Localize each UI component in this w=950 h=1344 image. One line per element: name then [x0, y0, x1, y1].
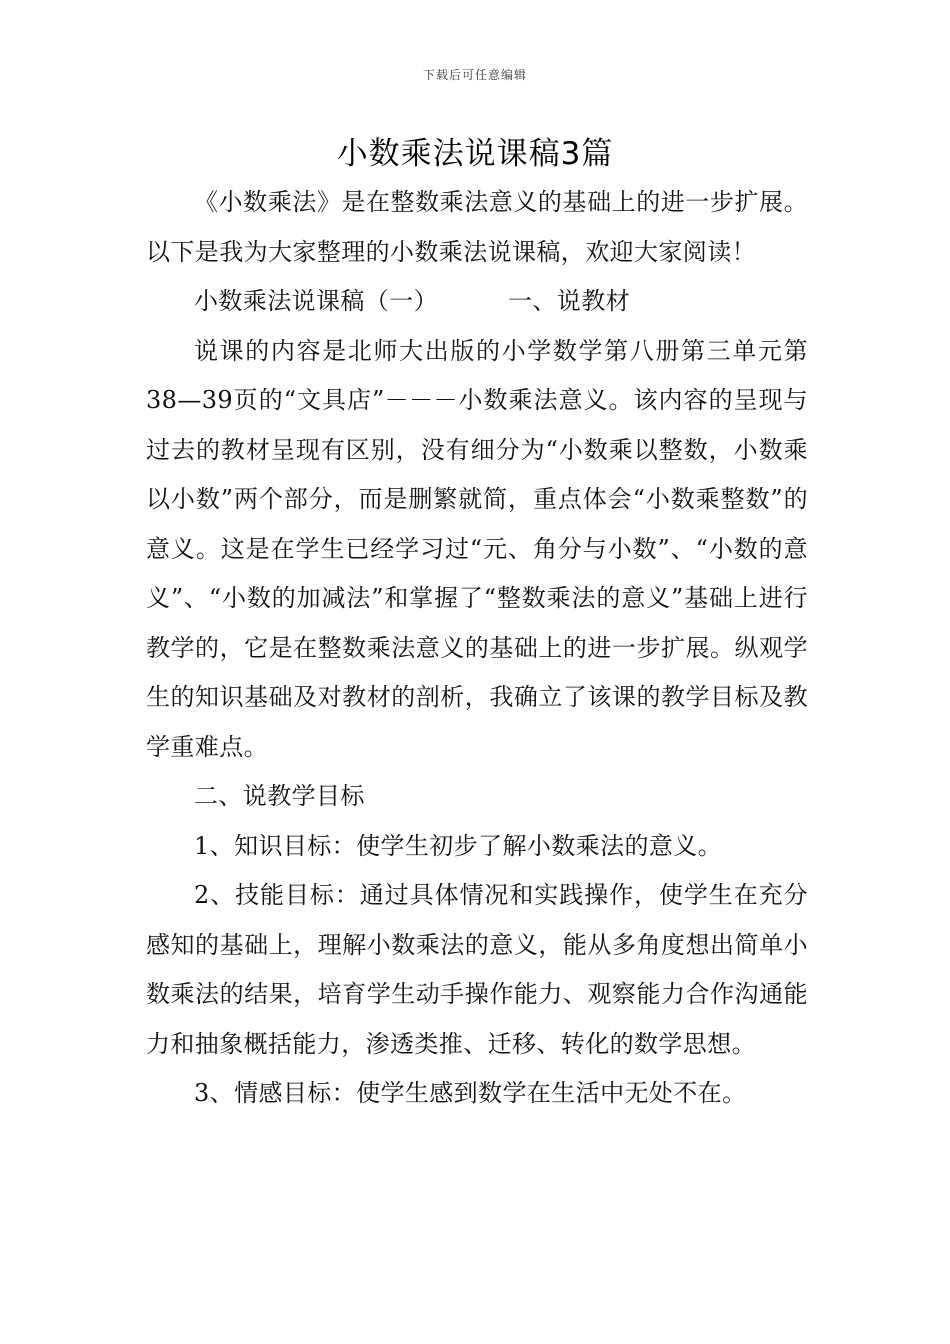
- textbook-paragraph: 说课的内容是北师大出版的小学数学第八册第三单元第38—39页的“文具店”－－－小数乘法意义。该内容的呈现与过去的教材呈现有区别，没有细分为“小数乘以整数，小数乘以小数”两个部分，而是删繁就简，重点体会“小数乘整数”的意义。这是在学生已经学习过“元、角分与小数”、“小数的意义”、“小数的加减法”和掌握了“整数乘法的意义”基础上进行教学的，它是在整数乘法意义的基础上的进一步扩展。纵观学生的知识基础及对教材的剖析，我确立了该课的教学目标及教学重难点。: [146, 336, 808, 761]
- section-title: 小数乘法说课稿（一）: [194, 287, 438, 315]
- goal-emotion: 3、情感目标：使学生感到数学在生活中无处不在。: [194, 1079, 747, 1107]
- goal-knowledge: 1、知识目标：使学生初步了解小数乘法的意义。: [194, 831, 723, 860]
- goals-heading: 二、说教学目标: [194, 782, 365, 810]
- document-title: 小数乘法说课稿3篇: [336, 136, 614, 172]
- goal-skill: 2、技能目标：通过具体情况和实践操作，使学生在充分感知的基础上，理解小数乘法的意义，能从多角度想出简单小数乘法的结果，培育学生动手操作能力、观察能力合作沟通能力和抽象概括能力，渗透类推、迁移、转化的数学思想。: [146, 881, 808, 1058]
- section-heading: 一、说教材: [508, 287, 630, 315]
- intro-paragraph: 《小数乘法》是在整数乘法意义的基础上的进一步扩展。以下是我为大家整理的小数乘法说课稿，欢迎大家阅读！: [146, 188, 808, 266]
- header-note: 下载后可任意编辑: [422, 68, 527, 82]
- document-body: [146, 178, 808, 1119]
- section-heading-line: [146, 277, 808, 327]
